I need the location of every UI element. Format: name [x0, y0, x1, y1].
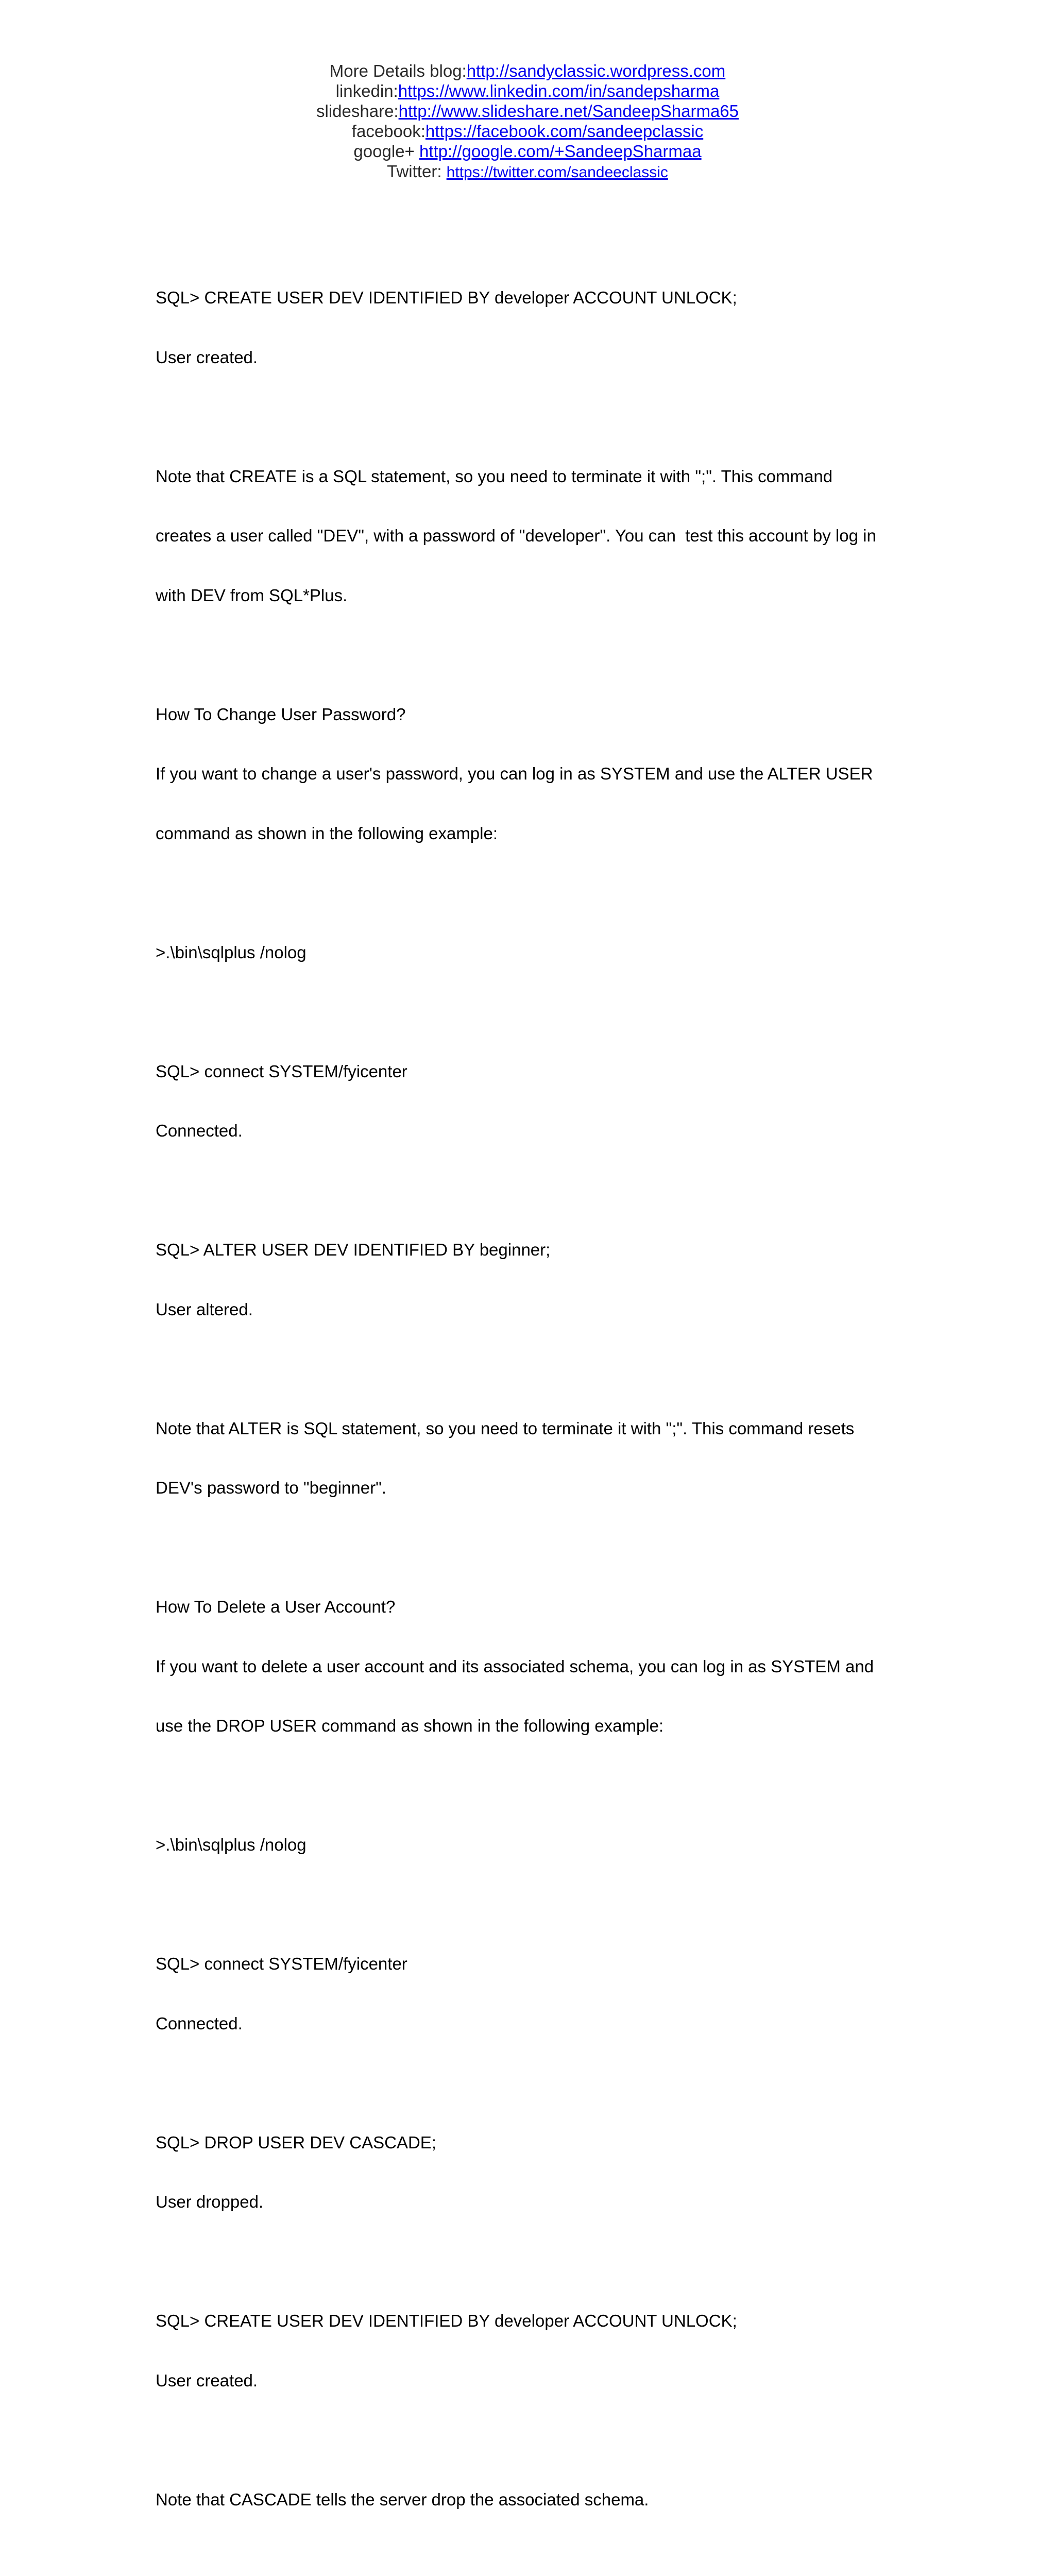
text-line: creates a user called "DEV", with a password of "developer". You can test this account by log in	[156, 526, 897, 546]
twitter-label: Twitter:	[387, 162, 447, 181]
text-line: Connected.	[156, 2014, 897, 2034]
text-line: SQL> CREATE USER DEV IDENTIFIED BY developer ACCOUNT UNLOCK;	[156, 2311, 897, 2331]
text-line: with DEV from SQL*Plus.	[156, 586, 897, 606]
text-line: use the DROP USER command as shown in the following example:	[156, 1716, 897, 1736]
paragraph	[156, 1200, 897, 1359]
text-line: Note that ALTER is SQL statement, so you need to terminate it with ";". This command resets	[156, 1419, 897, 1439]
googleplus-line	[0, 141, 1055, 161]
paragraph	[156, 665, 897, 884]
linkedin-line	[0, 81, 1055, 101]
twitter-line	[0, 161, 1055, 182]
text-line: SQL> connect SYSTEM/fyicenter	[156, 1954, 897, 1974]
paragraph	[156, 2272, 897, 2430]
text-line: SQL> ALTER USER DEV IDENTIFIED BY beginner;	[156, 1240, 897, 1260]
paragraph	[156, 1379, 897, 1538]
text-line: How To Change User Password?	[156, 705, 897, 725]
paragraph	[156, 248, 897, 407]
facebook-label: facebook:	[352, 122, 426, 141]
paragraph	[156, 2450, 897, 2550]
text-line: User altered.	[156, 1300, 897, 1320]
blog-link[interactable]: http://sandyclassic.wordpress.com	[467, 61, 726, 80]
text-line: SQL> connect SYSTEM/fyicenter	[156, 1062, 897, 1082]
text-line: How To Delete a User Account?	[156, 1597, 897, 1617]
paragraph	[156, 427, 897, 646]
text-line: If you want to delete a user account and its associated schema, you can log in as SYSTEM and	[156, 1657, 897, 1677]
paragraph	[156, 2093, 897, 2252]
paragraph	[156, 1022, 897, 1181]
paragraph	[156, 1557, 897, 1776]
slideshare-link[interactable]: http://www.slideshare.net/SandeepSharma65	[399, 101, 739, 121]
facebook-line	[0, 121, 1055, 141]
text-line: Note that CASCADE tells the server drop the associated schema.	[156, 2490, 897, 2510]
text-line: DEV's password to "beginner".	[156, 1478, 897, 1498]
text-line: SQL> CREATE USER DEV IDENTIFIED BY developer ACCOUNT UNLOCK;	[156, 288, 897, 308]
paragraph	[156, 1914, 897, 2073]
text-line: >.\bin\sqlplus /nolog	[156, 943, 897, 963]
linkedin-link[interactable]: https://www.linkedin.com/in/sandepsharma	[398, 81, 720, 100]
blog-line	[0, 61, 1055, 81]
text-line: command as shown in the following example:	[156, 824, 897, 844]
text-line: SQL> DROP USER DEV CASCADE;	[156, 2133, 897, 2153]
googleplus-link[interactable]: http://google.com/+SandeepSharmaa	[419, 142, 702, 161]
text-line: User created.	[156, 348, 897, 368]
googleplus-label: google+	[353, 142, 419, 161]
blog-label: More Details blog:	[330, 61, 467, 80]
slideshare-line	[0, 101, 1055, 121]
linkedin-label: linkedin:	[336, 81, 398, 100]
text-line: Connected.	[156, 1121, 897, 1141]
paragraph	[156, 903, 897, 1003]
text-line: User dropped.	[156, 2192, 897, 2212]
facebook-link[interactable]: https://facebook.com/sandeepclassic	[426, 122, 703, 141]
slideshare-label: slideshare:	[316, 101, 399, 121]
document-body	[156, 248, 897, 2576]
text-line: If you want to change a user's password, you can log in as SYSTEM and use the ALTER USER	[156, 764, 897, 784]
paragraph	[156, 1795, 897, 1895]
twitter-link[interactable]: https://twitter.com/sandeeclassic	[447, 164, 668, 181]
text-line: Note that CREATE is a SQL statement, so you need to terminate it with ";". This command	[156, 467, 897, 487]
contact-links-header	[0, 61, 1055, 182]
text-line: User created.	[156, 2371, 897, 2391]
paragraph	[156, 2569, 897, 2576]
text-line: >.\bin\sqlplus /nolog	[156, 1835, 897, 1855]
